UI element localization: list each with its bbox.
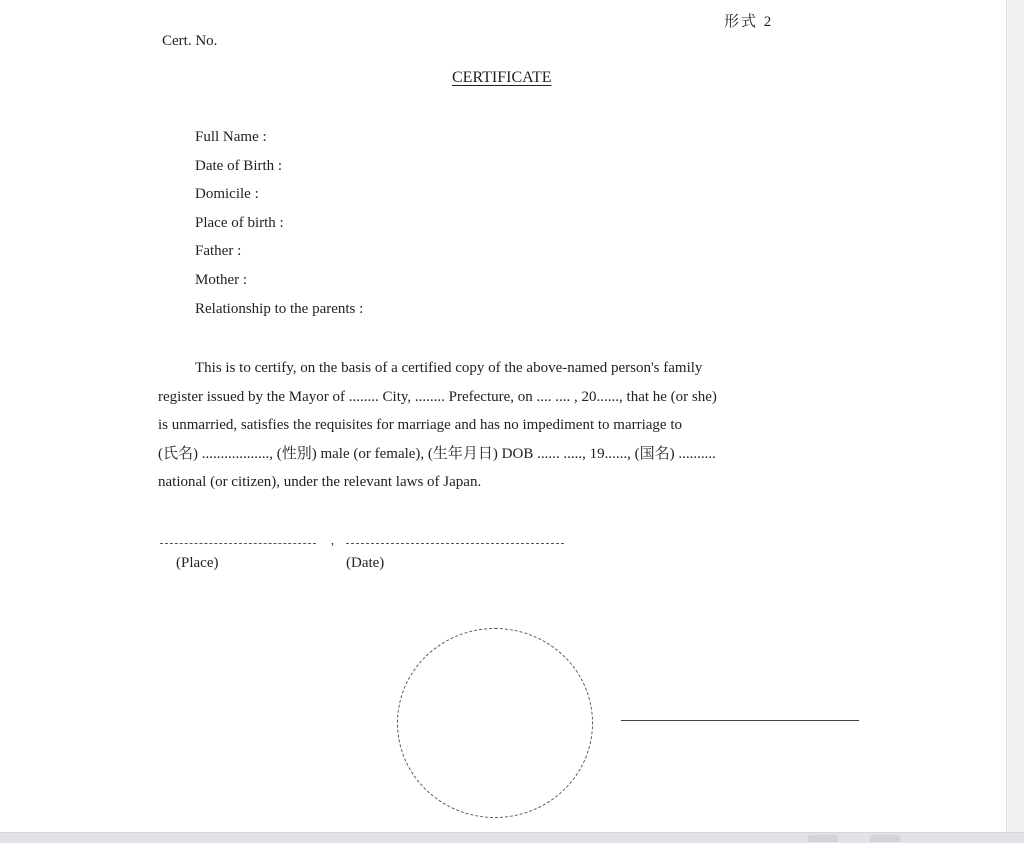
toolbar-button[interactable] (808, 835, 838, 842)
field-full-name: Full Name : (195, 129, 267, 145)
paragraph-line: register issued by the Mayor of ........ City, ........ Prefecture, on .... .... , 20......, that he (or she) (158, 388, 717, 405)
field-relationship: Relationship to the parents : (195, 300, 364, 317)
field-date-of-birth: Date of Birth : (195, 157, 283, 174)
cert-number-label: Cert. No. (162, 33, 218, 49)
personal-details-list (195, 127, 363, 327)
paragraph-line: is unmarried, satisfies the requisites for marriage and has no impediment to marriage to (158, 417, 683, 434)
date-label: (Date) (346, 555, 385, 571)
place-blank-line (160, 543, 316, 544)
paragraph-line: This is to certify, on the basis of a certified copy of the above-named person's family (195, 360, 703, 376)
field-father: Father : (195, 243, 242, 260)
official-seal-circle (397, 628, 593, 818)
field-mother: Mother : (195, 271, 248, 288)
signature-line (621, 720, 859, 721)
certification-paragraph (158, 354, 864, 497)
form-number: 形式 2 (724, 14, 774, 30)
toolbar-button[interactable] (870, 835, 900, 842)
date-blank-line (346, 543, 564, 544)
place-date-separator: , (331, 533, 334, 547)
field-domicile: Domicile : (195, 186, 259, 203)
viewer-scroll-edge (1006, 0, 1024, 842)
place-label: (Place) (176, 555, 219, 571)
paragraph-line: national (or citizen), under the relevant laws of Japan. (158, 474, 482, 491)
field-place-of-birth: Place of birth : (195, 214, 284, 231)
certificate-title: CERTIFICATE (452, 69, 552, 86)
paragraph-line: (氏名) .................., (性別) male (or female), (生年月日) DOB ...... ....., 19......, (国名) .......... (158, 445, 716, 462)
